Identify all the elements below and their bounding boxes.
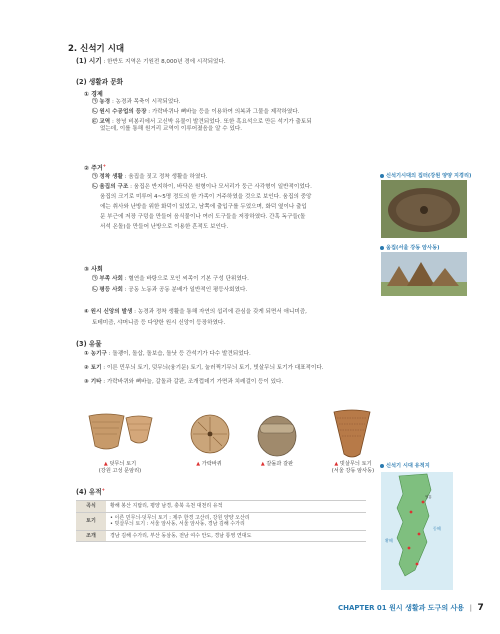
bullet-icon	[380, 246, 384, 250]
period-label: (1) 시기	[76, 57, 102, 65]
relic-item: ③ 기타 : 가락바퀴와 뼈바늘, 갈돌과 갈판, 조개껍데기 가면과 치레걸이 등이 있다.	[84, 379, 284, 385]
house-site-photo	[381, 180, 467, 238]
relics-heading: (3) 유물	[76, 340, 102, 348]
economy-item: ㉠ 농경 : 농경과 목축이 시작되었다.	[92, 99, 181, 105]
relics-list	[84, 351, 384, 386]
table-head-cell: 곡식	[76, 501, 106, 513]
triangle-icon: ▲	[196, 461, 201, 467]
dwelling-heading: ② 주거+	[84, 163, 107, 172]
dwelling-item-cont: 움집의 크기로 미루어 4~5명 정도의 한 가족이 거주하였을 것으로 보인다. 움집의 중앙	[100, 194, 312, 200]
artifact-caption: ▲ 가락바퀴	[196, 461, 222, 467]
chapter-title: CHAPTER 01 원시 생활과 도구의 사용	[338, 604, 465, 612]
table-row	[76, 512, 366, 530]
belief-line: ④ 원시 신앙의 발생 : 농경과 정착 생활을 통해 자연의 섭리에 관심을 갖게 되면서 애니미즘,	[84, 309, 307, 315]
sites-heading: (4) 유적+	[76, 486, 106, 496]
triangle-icon: ▲	[260, 461, 265, 467]
bullet-icon	[380, 464, 384, 468]
map-label: 동해	[433, 526, 441, 531]
dwelling-item-cont: 문 부근에 저장 구덩을 만들어 음식물이나 여러 도구들을 저장하였다. 간혹 독구들(돌	[100, 214, 306, 220]
triangle-icon: ▲	[103, 461, 108, 467]
map-label: 영흥	[425, 495, 432, 499]
photo-caption-pit-house: 움집(서울 강동 암사동)	[380, 244, 439, 251]
bullet-icon	[380, 174, 384, 178]
pottery-image	[86, 410, 156, 456]
triangle-icon: ▲	[334, 461, 339, 467]
sites-map	[381, 472, 453, 590]
relic-item: ② 토기 : 이른 민무늬 토기, 덧무늬(융기문) 토기, 눌러찍기무늬 토기, 빗살무늬 토기가 대표적이다.	[84, 365, 324, 371]
spindle-whorl-image	[188, 412, 232, 456]
section-title: 2. 신석기 시대	[68, 44, 125, 54]
page-number: 7	[477, 603, 484, 613]
dwelling-item: ㉠ 정착 생활 : 움집을 짓고 정착 생활을 하였다.	[92, 174, 208, 180]
photo-caption-house-site: 신석기시대의 집터(강원 양양 지경리)	[380, 172, 471, 179]
artifact-caption: ▲ 덧무늬 토기 (강원 고성 문암리)	[98, 461, 142, 474]
economy-heading: ① 경제	[84, 91, 103, 98]
society-item: ㉠ 부족 사회 : 혈연을 바탕으로 모인 씨족이 기본 구성 단위였다.	[92, 276, 249, 282]
economy-item: ㉢ 교역 : 창녕 비봉리에서 고신박 유물이 발견되었다. 또한 흑요석으로 만든 석기가 출토되	[92, 119, 312, 125]
period-line	[76, 58, 226, 66]
society-list	[92, 276, 382, 294]
society-item: ㉡ 평등 사회 : 공동 노동과 공동 분배가 일반적인 평등사회였다.	[92, 287, 248, 293]
dwelling-item-cont: 에는 취사와 난방을 위한 화덕이 있었고, 남쪽에 출입구를 두었으며, 화덕 옆이나 출입	[100, 204, 307, 210]
artifact-caption: ▲ 빗살무늬 토기 (서울 강동 암사동)	[331, 461, 375, 474]
map-caption: 신석기 시대 유적지	[380, 462, 430, 469]
belief-line-cont: 토테미즘, 샤머니즘 등 다양한 원시 신앙이 등장하였다.	[92, 320, 226, 326]
table-cell: • 이른 민무늬·덧무늬 토기 : 제주 한경 고산리, 강원 양양 오산리 • 빗살무늬 토기 : 서울 암사동, 서울 암사동, 경남 김해 수가리	[106, 512, 366, 530]
table-cell: 경남 김해 수가리, 부산 동삼동, 전남 여수 안도, 경남 통영 연대도	[106, 530, 366, 542]
economy-item: ㉡ 원시 수공업의 등장 : 가락바퀴나 뼈바늘 등을 이용하여 의복과 그물을 제작하였다.	[92, 109, 300, 115]
footer: CHAPTER 01 원시 생활과 도구의 사용 | 7	[338, 603, 484, 613]
comb-pottery-image	[330, 408, 374, 460]
dwelling-item-cont: 서석 온돌)을 만들어 난방으로 이용한 흔적도 보인다.	[100, 224, 229, 230]
table-head-cell: 토기	[76, 512, 106, 530]
table-cell: 황해 봉산 지탑리, 평양 남경, 충북 옥천 대천리 유적	[106, 501, 366, 513]
life-culture-heading: (2) 생활과 문화	[76, 78, 124, 86]
table-row	[76, 530, 366, 542]
dwelling-item: ㉡ 움집의 구조 : 움집은 반지하이, 바닥은 원형이나 모서리가 둥근 사각형이 일반적이었다.	[92, 184, 312, 190]
economy-list	[92, 99, 382, 133]
pit-house-photo	[381, 252, 467, 296]
table-row	[76, 501, 366, 513]
artifact-caption: ▲ 갈돌과 갈판	[260, 461, 294, 467]
sites-table	[76, 500, 366, 542]
society-heading: ③ 사회	[84, 266, 103, 273]
relic-item: ① 농기구 : 돌괭이, 돌삽, 돌보습, 돌낫 등 간석기가 다수 발견되었다.	[84, 351, 251, 357]
economy-item-cont: 었는데, 이를 통해 원거리 교역이 이루어졌음을 알 수 있다.	[100, 126, 243, 132]
grinding-stone-image	[254, 410, 300, 458]
period-text: : 한반도 지역은 기원전 8,000년 경에 시작되었다.	[101, 59, 226, 65]
map-label: 황해	[385, 538, 393, 543]
table-head-cell: 조개	[76, 530, 106, 542]
dwelling-list	[92, 174, 382, 231]
